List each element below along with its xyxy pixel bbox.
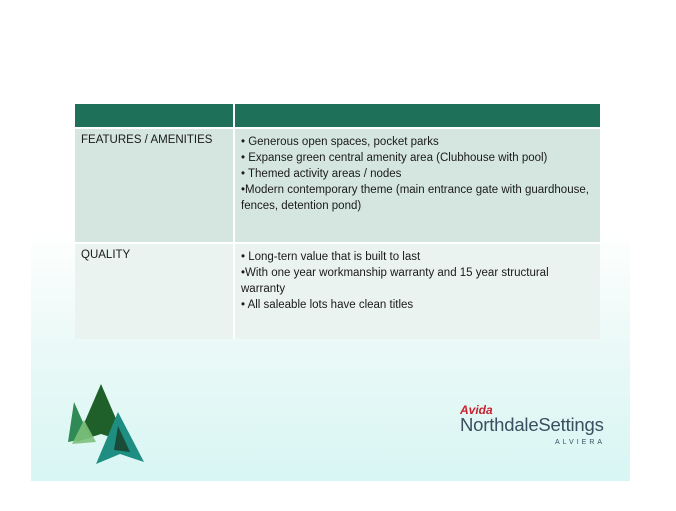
row-content-quality bbox=[234, 243, 600, 339]
bullet-line: •With one year workmanship warranty and 15 year structural warranty bbox=[241, 267, 549, 295]
row-label-features: FEATURES / AMENITIES bbox=[75, 128, 234, 243]
brand-sub: ALVIERA bbox=[555, 439, 606, 446]
table-row bbox=[75, 128, 600, 243]
bullet-line: • Long-tern value that is built to last bbox=[241, 251, 421, 263]
brand-avida: Avida bbox=[460, 403, 493, 417]
bullet-line: • Generous open spaces, pocket parks bbox=[241, 136, 439, 148]
row-label-quality: QUALITY bbox=[75, 243, 234, 339]
bullet-line: •Modern contemporary theme (main entrance gate with guardhouse, fences, detention pond) bbox=[241, 184, 589, 212]
table-row bbox=[75, 243, 600, 339]
brand-name: NorthdaleSettings bbox=[460, 414, 604, 435]
bullet-line: • Themed activity areas / nodes bbox=[241, 168, 402, 180]
header-cell-right bbox=[234, 104, 600, 128]
brand-logo bbox=[460, 403, 610, 453]
tree-logo-icon bbox=[56, 382, 146, 464]
row-content-features bbox=[234, 128, 600, 243]
features-table bbox=[75, 104, 600, 339]
bullet-line: • Expanse green central amenity area (Clubhouse with pool) bbox=[241, 152, 548, 164]
header-cell-left bbox=[75, 104, 234, 128]
table-header-row bbox=[75, 104, 600, 128]
bullet-line: • All saleable lots have clean titles bbox=[241, 299, 414, 311]
